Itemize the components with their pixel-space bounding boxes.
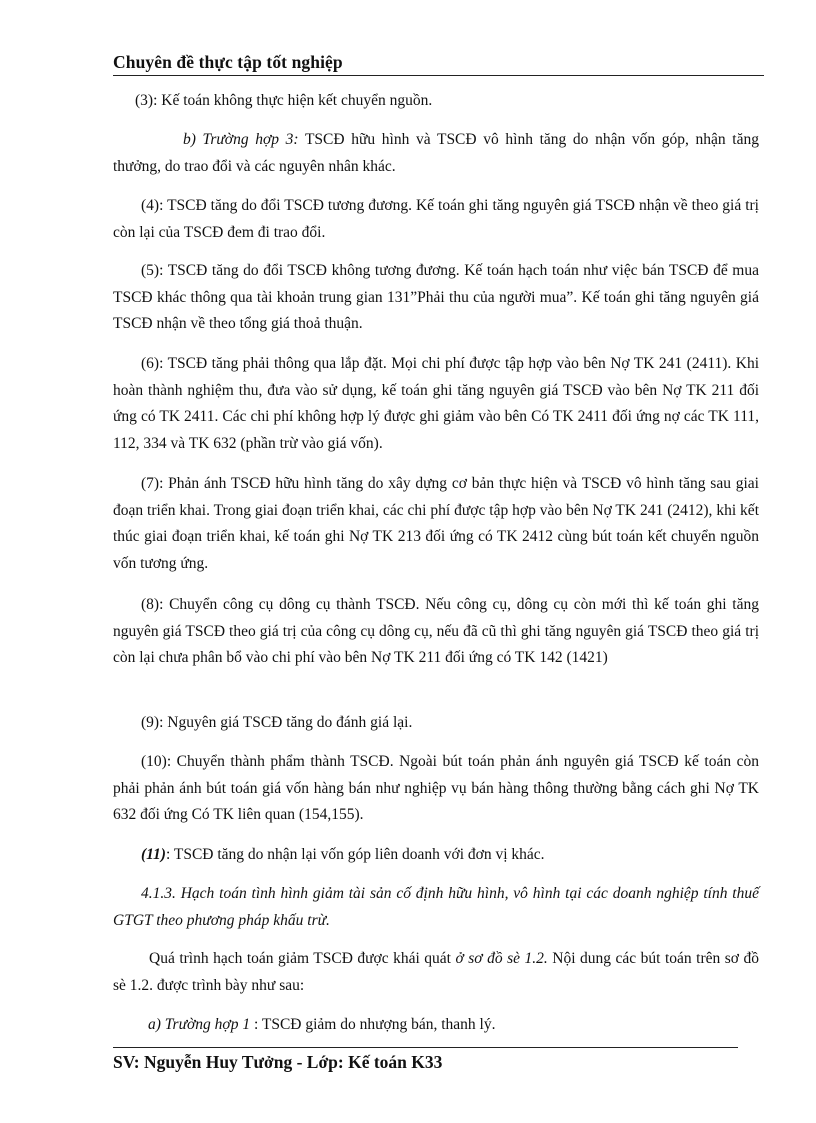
intro-text-b: Nội dung các bút toán trên sơ đồ sè 1.2. được trình bày như sau: (113, 950, 759, 994)
paragraph-4: (4): TSCĐ tăng do đổi TSCĐ tương đương. Kế toán ghi tăng nguyên giá TSCĐ nhận về theo giá trị còn lại của TSCĐ đem đi trao đổi. (113, 197, 759, 241)
footer-divider (113, 1047, 738, 1048)
item-11-label: (11) (141, 846, 166, 863)
case-3-label: b) Trường hợp 3: (183, 131, 299, 148)
case-1-label: a) Trường hợp 1 (148, 1016, 251, 1033)
page-footer-author: SV: Nguyễn Huy Tưởng - Lớp: Kế toán K33 (113, 1052, 443, 1072)
section-heading-4-1-3: 4.1.3. Hạch toán tình hình giảm tài sản cố định hữu hình, vô hình tại các doanh nghiệp tính thuế GTGT theo phương pháp khấu trừ. (113, 885, 759, 929)
paragraph-9: (9): Nguyên giá TSCĐ tăng do đánh giá lại. (141, 714, 413, 731)
paragraph-6: (6): TSCĐ tăng phải thông qua lắp đặt. Mọi chi phí được tập hợp vào bên Nợ TK 241 (2411). Khi hoàn thành nghiệm thu, đưa vào sử dụng, kế toán ghi tăng nguyên giá TSCĐ vào bên Nợ TK 211 đối ứng có TK 2411. Các chi phí không hợp lý được ghi giảm vào bên Có TK 2411 đối ứng nợ các TK 111, 112, 334 và TK 632 (phần trừ vào giá vốn). (113, 355, 759, 452)
page-header-title: Chuyên đề thực tập tốt nghiệp (113, 52, 343, 72)
item-11-text: : TSCĐ tăng do nhận lại vốn góp liên doanh với đơn vị khác. (165, 846, 545, 863)
paragraph-case-1 (113, 1012, 759, 1039)
paragraph-5: (5): TSCĐ tăng do đổi TSCĐ không tương đương. Kế toán hạch toán như việc bán TSCĐ để mua TSCĐ khác thông qua tài khoản trung gian 131”Phải thu của người mua”. Kế toán ghi tăng nguyên giá TSCĐ nhận về theo tổng giá thoả thuận. (113, 262, 759, 332)
case-1-text: : TSCĐ giảm do nhượng bán, thanh lý. (250, 1016, 496, 1033)
case-3-text: TSCĐ hữu hình và TSCĐ vô hình tăng do nhận vốn góp, nhận tăng thưởng, do trao đổi và các nguyên nhân khác. (113, 131, 759, 175)
diagram-reference: ở sơ đồ sè 1.2. (455, 950, 548, 967)
paragraph-case-3 (113, 127, 759, 180)
paragraph-3: (3): Kế toán không thực hiện kết chuyển nguồn. (135, 92, 433, 109)
paragraph-7: (7): Phản ánh TSCĐ hữu hình tăng do xây dựng cơ bản thực hiện và TSCĐ vô hình tăng sau giai đoạn triển khai. Trong giai đoạn triển khai, các chi phí được tập hợp vào bên Nợ TK 241 (2412), khi kết thúc giai đoạn triển khai, kế toán ghi Nợ TK 213 đối ứng có TK 2412 cùng bút toán kết chuyển nguồn vốn tương ứng. (113, 475, 759, 572)
paragraph-10: (10): Chuyển thành phẩm thành TSCĐ. Ngoài bút toán phản ánh nguyên giá TSCĐ kế toán còn phải phản ánh bút toán giá vốn hàng bán như nghiệp vụ bán hàng thông thường bằng cách ghi Nợ TK 632 đối ứng Có TK liên quan (154,155). (113, 753, 759, 823)
intro-text-a: Quá trình hạch toán giảm TSCĐ được khái quát (149, 950, 456, 967)
paragraph-11 (113, 842, 759, 869)
paragraph-intro-diagram (113, 946, 759, 999)
paragraph-8: (8): Chuyển công cụ dông cụ thành TSCĐ. Nếu công cụ, dông cụ còn mới thì kế toán ghi tăng nguyên giá TSCĐ theo giá trị của công cụ dông cụ, nếu đã cũ thì ghi tăng nguyên giá TSCĐ theo giá trị còn lại chưa phân bổ vào chi phí vào bên Nợ TK 211 đối ứng có TK 142 (1421) (113, 596, 759, 666)
header-divider (113, 75, 764, 76)
